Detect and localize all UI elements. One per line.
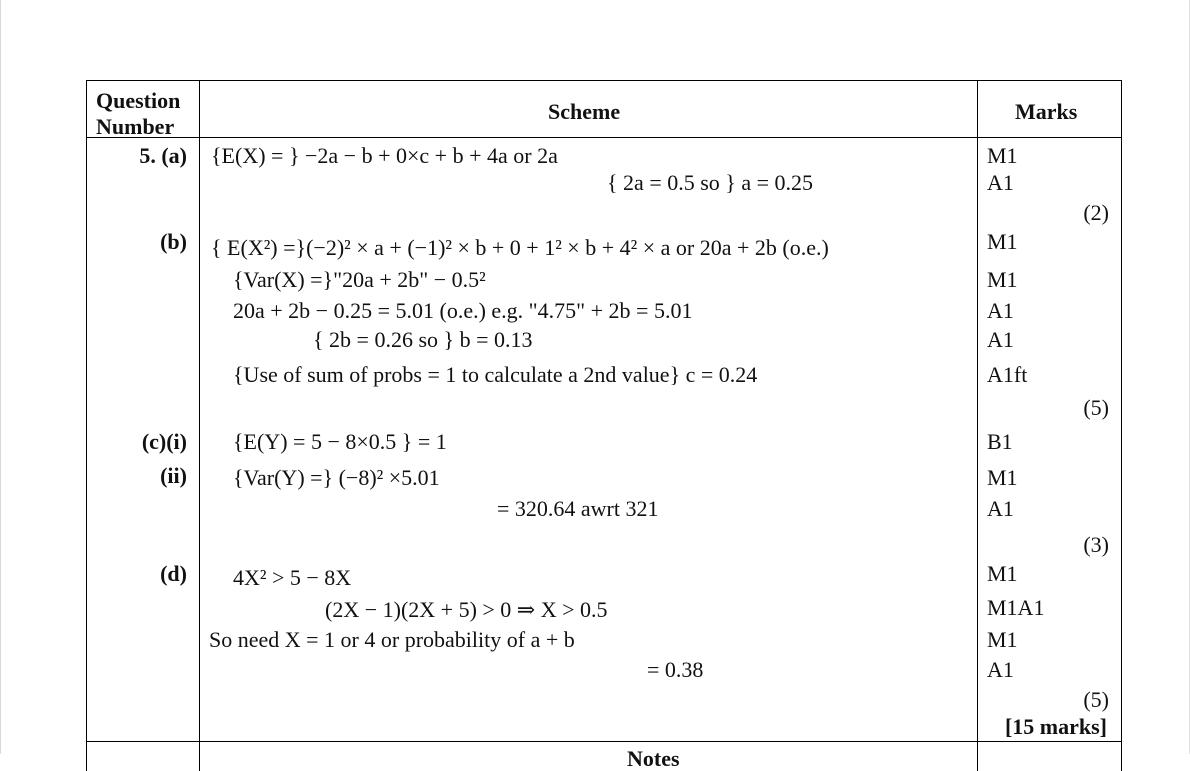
mark: M1 [987,229,1018,254]
scheme-line: {E(Y) = 5 − 8×0.5 } = 1 [233,429,447,454]
mark: B1 [987,429,1013,454]
mark-subtotal: (3) [1083,532,1109,557]
mark: A1 [987,657,1014,682]
mark-subtotal: (2) [1083,200,1109,225]
mark: M1 [987,267,1018,292]
mark: M1A1 [987,595,1045,620]
mark: M1 [987,627,1018,652]
part-label-d: (d) [160,561,187,586]
mark: A1 [987,298,1014,323]
mark: M1 [987,465,1018,490]
scheme-line: {Use of sum of probs = 1 to calculate a 2nd value} c = 0.24 [233,362,758,387]
mark: M1 [987,561,1018,586]
scheme-line: { 2a = 0.5 so } a = 0.25 [607,170,814,195]
scheme-line: 4X² > 5 − 8X [233,565,352,590]
page-left-edge [0,0,1,754]
mark: M1 [987,143,1018,168]
mark-subtotal: (5) [1083,395,1109,420]
mark-scheme-table [86,80,1122,771]
scheme-line: 20a + 2b − 0.25 = 5.01 (o.e.) e.g. "4.75" + 2b = 5.01 [233,298,693,323]
notes-rule [87,741,1121,742]
total-marks: [15 marks] [1004,714,1107,739]
part-label-b: (b) [160,229,187,254]
header-question-number: Question Number [96,88,181,139]
mark: A1 [987,170,1014,195]
scheme-line: = 0.38 [647,657,704,682]
mark: A1 [987,496,1014,521]
header-scheme: Scheme [548,99,621,124]
scheme-line: { 2b = 0.26 so } b = 0.13 [313,327,533,352]
scheme-line: {Var(Y) =} (−8)² ×5.01 [233,465,440,490]
scheme-line: {E(X) = } −2a − b + 0×c + b + 4a or 2a [211,143,558,168]
part-label-a: 5. (a) [139,143,187,168]
scheme-line: {Var(X) =}"20a + 2b" − 0.5² [233,267,486,292]
mark: A1ft [987,362,1028,387]
column-divider-1 [199,81,200,771]
scheme-line: So need X = 1 or 4 or probability of a + b [209,627,575,652]
header-marks: Marks [1015,99,1078,124]
part-label-c-ii: (ii) [160,463,187,488]
scheme-line: = 320.64 awrt 321 [497,496,659,521]
notes-heading: Notes [627,746,680,771]
scheme-line: (2X − 1)(2X + 5) > 0 ⇒ X > 0.5 [325,597,608,622]
header-rule [87,137,1121,138]
mark: A1 [987,327,1014,352]
scheme-line: { E(X²) =}(−2)² × a + (−1)² × b + 0 + 1² × b + 4² × a or 20a + 2b (o.e.) [211,235,829,260]
part-label-c-i: (c)(i) [141,429,187,454]
mark-subtotal: (5) [1083,687,1109,712]
column-divider-2 [977,81,978,771]
